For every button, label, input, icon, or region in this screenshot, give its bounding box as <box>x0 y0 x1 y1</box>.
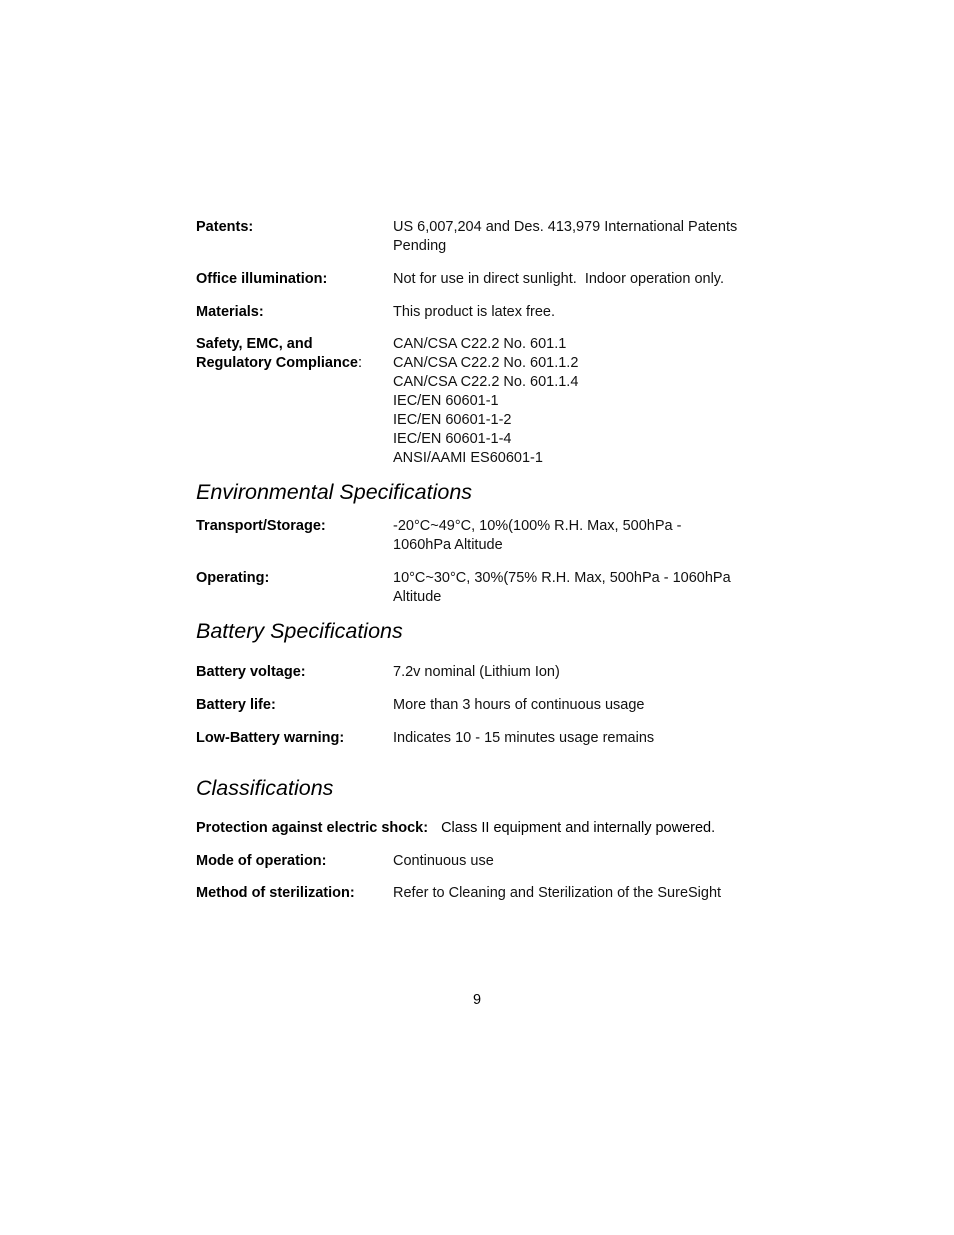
transport-storage-line: -20°C~49°C, 10%(100% R.H. Max, 500hPa - <box>393 518 682 534</box>
mode-of-operation-label: Mode of operation: <box>196 853 327 869</box>
materials-value <box>393 303 766 322</box>
transport-storage-label: Transport/Storage: <box>196 518 326 534</box>
transport-storage-line: 1060hPa Altitude <box>393 537 503 553</box>
safety-standard: CAN/CSA C22.2 No. 601.1 <box>393 336 567 352</box>
environmental-heading: Environmental Specifications <box>196 480 473 504</box>
safety-values <box>393 335 766 468</box>
safety-standard: IEC/EN 60601-1-2 <box>393 412 512 428</box>
electric-shock-label: Protection against electric shock: <box>196 820 429 836</box>
safety-label <box>196 335 393 373</box>
patents-value-line: US 6,007,204 and Des. 413,979 International Patents <box>393 219 738 235</box>
transport-storage-value <box>393 517 766 555</box>
electric-shock-value: Class II equipment and internally powered. <box>441 820 716 836</box>
safety-label-colon: : <box>357 355 362 371</box>
mode-of-operation-row <box>196 852 766 871</box>
office-illumination-label: Office illumination: <box>196 271 328 287</box>
sterilization-label: Method of sterilization: <box>196 885 355 901</box>
office-illumination-text: Not for use in direct sunlight. Indoor operation only. <box>393 271 725 287</box>
battery-voltage-text: 7.2v nominal (Lithium Ion) <box>393 664 560 680</box>
transport-storage-row <box>196 517 766 555</box>
sterilization-row <box>196 884 766 903</box>
safety-label-text: Regulatory Compliance <box>196 355 358 371</box>
materials-text: This product is latex free. <box>393 304 555 320</box>
page-number: 9 <box>472 992 482 1008</box>
low-battery-warning-label: Low-Battery warning: <box>196 730 345 746</box>
battery-life-value <box>393 696 766 715</box>
operating-label: Operating: <box>196 570 270 586</box>
operating-row <box>196 569 766 607</box>
operating-line: 10°C~30°C, 30%(75% R.H. Max, 500hPa - 1060hPa <box>393 570 731 586</box>
safety-standard: IEC/EN 60601-1-4 <box>393 431 512 447</box>
materials-row <box>196 303 766 322</box>
battery-voltage-value <box>393 663 766 682</box>
safety-standard: CAN/CSA C22.2 No. 601.1.4 <box>393 374 579 390</box>
safety-row <box>196 335 766 468</box>
office-illumination-value <box>393 270 766 289</box>
operating-value <box>393 569 766 607</box>
patents-label: Patents: <box>196 219 254 235</box>
mode-of-operation-value <box>393 852 766 871</box>
operating-line: Altitude <box>393 589 442 605</box>
battery-life-row <box>196 696 766 715</box>
electric-shock-row <box>196 819 766 838</box>
sterilization-value <box>393 884 766 903</box>
safety-standard: ANSI/AAMI ES60601-1 <box>393 450 543 466</box>
page-content <box>196 218 766 903</box>
low-battery-warning-value <box>393 729 766 748</box>
battery-life-label: Battery life: <box>196 697 276 713</box>
patents-value-line: Pending <box>393 238 447 254</box>
office-illumination-row <box>196 270 766 289</box>
battery-heading: Battery Specifications <box>196 619 403 643</box>
classifications-heading: Classifications <box>196 776 334 800</box>
patents-value <box>393 218 766 256</box>
safety-standard: IEC/EN 60601-1 <box>393 393 499 409</box>
low-battery-warning-text: Indicates 10 - 15 minutes usage remains <box>393 730 655 746</box>
safety-label-line: Safety, EMC, and <box>196 336 313 352</box>
patents-row <box>196 218 766 256</box>
battery-voltage-row <box>196 663 766 682</box>
materials-label: Materials: <box>196 304 264 320</box>
battery-voltage-label: Battery voltage: <box>196 664 306 680</box>
mode-of-operation-text: Continuous use <box>393 853 494 869</box>
safety-label-line <box>196 354 393 373</box>
battery-life-text: More than 3 hours of continuous usage <box>393 697 645 713</box>
safety-standard: CAN/CSA C22.2 No. 601.1.2 <box>393 355 579 371</box>
sterilization-text: Refer to Cleaning and Sterilization of the SureSight <box>393 885 722 901</box>
low-battery-warning-row <box>196 729 766 748</box>
